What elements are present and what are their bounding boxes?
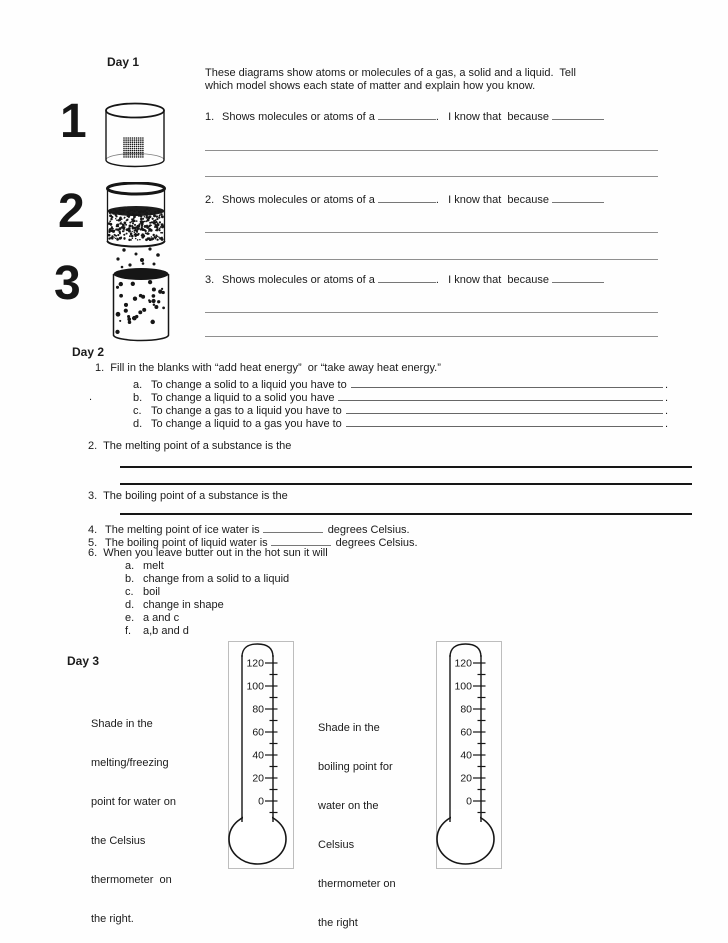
option-letter: e. xyxy=(125,612,135,624)
figure-number-2: 2 xyxy=(58,185,85,238)
answer-blank xyxy=(378,191,436,203)
option-letter: b. xyxy=(125,573,135,585)
beaker-gas-state-icon xyxy=(112,267,170,343)
celsius-thermometer-icon xyxy=(228,641,294,869)
scale-label: 0 xyxy=(258,795,264,808)
day2-q6-label: 6. When you leave butter out in the hot sun it will xyxy=(88,547,328,559)
question-number: 5. xyxy=(88,537,98,549)
answer-line xyxy=(205,312,658,313)
question-number: 3. xyxy=(205,274,215,286)
question-text: . xyxy=(664,392,668,404)
day1-question-2 xyxy=(205,191,604,207)
scale-label: 80 xyxy=(252,703,264,716)
answer-blank xyxy=(346,402,663,414)
answer-line xyxy=(205,336,658,337)
day2-q6-option-a xyxy=(125,560,164,573)
figure-number-3: 3 xyxy=(54,257,81,310)
beaker-liquid-state-icon xyxy=(106,182,166,248)
option-text: a and c xyxy=(143,612,180,624)
question-text: Shows molecules or atoms of a xyxy=(222,274,375,286)
question-text: To change a gas to a liquid you have to xyxy=(151,405,342,417)
scale-label: 60 xyxy=(460,726,472,739)
question-text: . I know that because xyxy=(435,111,549,123)
scale-label: 60 xyxy=(252,726,264,739)
question-text: The melting point of ice water is xyxy=(105,524,260,536)
beaker-solid-state-icon xyxy=(104,102,166,170)
option-letter: b. xyxy=(133,392,143,404)
option-text: melt xyxy=(143,560,164,572)
day1-intro-line1: These diagrams show atoms or molecules of a gas, a solid and a liquid. Tell xyxy=(205,67,576,79)
day2-q2-label: 2. The melting point of a substance is the xyxy=(88,440,292,452)
answer-blank xyxy=(552,191,604,203)
answer-line xyxy=(205,150,658,151)
question-number: 4. xyxy=(88,524,98,536)
option-letter: d. xyxy=(133,418,143,430)
scale-label: 20 xyxy=(460,772,472,785)
day1-header: Day 1 xyxy=(107,55,140,69)
answer-blank xyxy=(378,108,436,120)
answer-blank xyxy=(351,376,663,388)
day2-q6-option-e xyxy=(125,612,179,625)
answer-blank xyxy=(346,415,663,427)
question-text: . xyxy=(664,379,668,391)
answer-blank xyxy=(552,271,604,283)
celsius-thermometer-icon xyxy=(436,641,502,869)
option-text: boil xyxy=(143,586,161,598)
option-letter: d. xyxy=(125,599,135,611)
answer-rule xyxy=(120,483,692,485)
option-letter: a. xyxy=(133,379,143,391)
option-letter: a. xyxy=(125,560,135,572)
answer-rule xyxy=(120,513,692,515)
question-text: . xyxy=(664,418,668,430)
answer-blank xyxy=(263,521,323,533)
question-text: Shows molecules or atoms of a xyxy=(222,111,375,123)
question-text: To change a liquid to a solid you have xyxy=(151,392,335,404)
day3-right-instruction: Shade in the boiling point for water on the Celsius thermometer on the right xyxy=(318,722,396,929)
scale-label: 40 xyxy=(252,749,264,762)
day3-left-instruction: Shade in the melting/freezing point for water on the Celsius thermometer on the right. xyxy=(91,718,176,925)
scale-label: 120 xyxy=(246,657,264,670)
question-text: degrees Celsius. xyxy=(335,537,418,549)
option-text: change from a solid to a liquid xyxy=(143,573,290,585)
question-text: degrees Celsius. xyxy=(327,524,410,536)
question-text: . I know that because xyxy=(435,274,549,286)
day2-q6-option-f xyxy=(125,625,189,638)
question-text: . xyxy=(664,405,668,417)
scale-label: 0 xyxy=(466,795,472,808)
question-text: To change a solid to a liquid you have to xyxy=(151,379,347,391)
question-number: 1. xyxy=(205,111,215,123)
answer-blank xyxy=(552,108,604,120)
question-text: Shows molecules or atoms of a xyxy=(222,194,375,206)
answer-line xyxy=(205,232,658,233)
scale-label: 80 xyxy=(460,703,472,716)
answer-blank xyxy=(271,534,331,546)
option-letter: c. xyxy=(125,586,134,598)
option-letter: f. xyxy=(125,625,132,637)
stray-period: . xyxy=(89,391,93,403)
scale-label: 40 xyxy=(460,749,472,762)
answer-blank xyxy=(378,271,436,283)
answer-rule xyxy=(120,466,692,468)
question-number: 2. xyxy=(205,194,215,206)
scale-label: 120 xyxy=(454,657,472,670)
option-text: change in shape xyxy=(143,599,224,611)
day2-q3-label: 3. The boiling point of a substance is the xyxy=(88,490,288,502)
day2-q6-option-c xyxy=(125,586,160,599)
answer-blank xyxy=(338,389,662,401)
option-text: a,b and d xyxy=(143,625,189,637)
day2-header: Day 2 xyxy=(72,345,105,359)
scale-label: 100 xyxy=(454,680,472,693)
day1-question-3 xyxy=(205,271,604,287)
day2-q6-option-d xyxy=(125,599,224,612)
day1-question-1 xyxy=(205,108,604,124)
day2-q1d xyxy=(133,415,668,431)
scale-label: 100 xyxy=(246,680,264,693)
question-text: To change a liquid to a gas you have to xyxy=(151,418,342,430)
day2-q6-option-b xyxy=(125,573,289,586)
scale-label: 20 xyxy=(252,772,264,785)
figure-number-1: 1 xyxy=(60,95,87,148)
answer-line xyxy=(205,259,658,260)
day3-header: Day 3 xyxy=(67,654,100,668)
answer-line xyxy=(205,176,658,177)
day2-q1-label: 1. Fill in the blanks with “add heat energy” or “take away heat energy.” xyxy=(95,362,441,374)
question-text: . I know that because xyxy=(435,194,549,206)
option-letter: c. xyxy=(133,405,142,417)
question-text: The boiling point of liquid water is xyxy=(105,537,268,549)
day1-intro-line2: which model shows each state of matter and explain how you know. xyxy=(205,80,536,92)
